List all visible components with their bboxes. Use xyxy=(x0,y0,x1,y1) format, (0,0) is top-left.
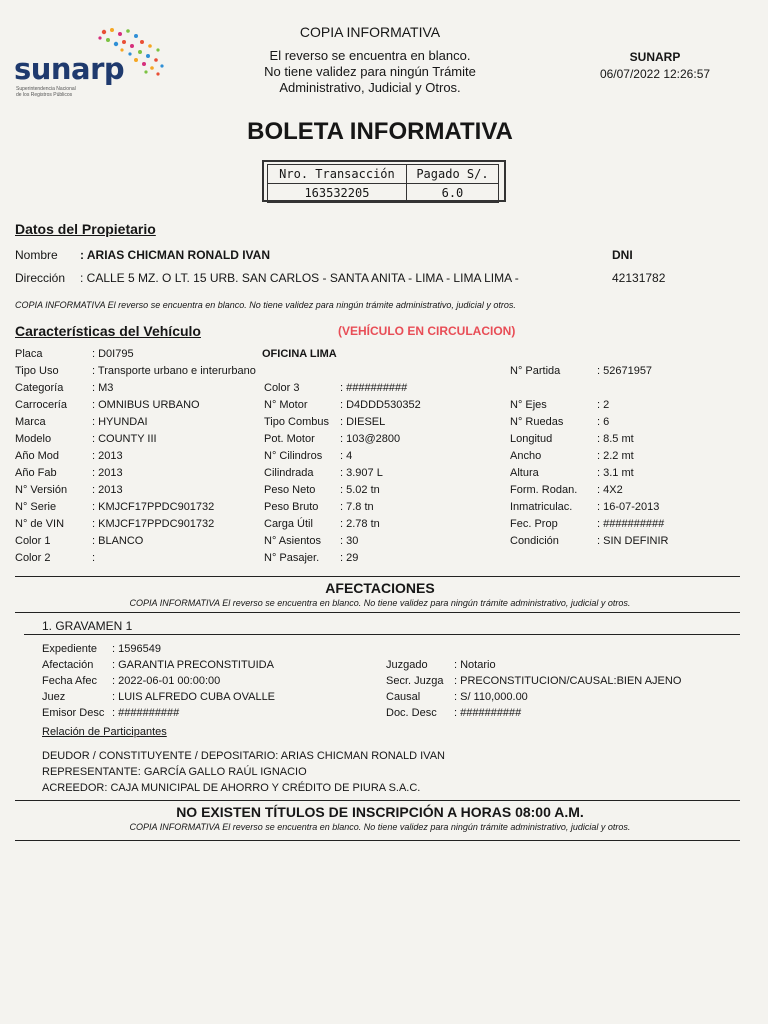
vehicle-c1-value-5: : COUNTY III xyxy=(92,433,157,445)
relacion-participantes: Relación de Participantes xyxy=(42,726,167,738)
vehicle-c3-value-7: : 16-07-2013 xyxy=(597,501,660,513)
owner-dni-label: DNI xyxy=(612,248,633,262)
disclaimer-note-3: COPIA INFORMATIVA El reverso se encuentra en blanco. No tiene validez para ningún trámite administrativo, judicial y otros. xyxy=(129,822,631,832)
vehicle-c1-label-6: Año Mod xyxy=(15,450,60,462)
vehicle-c3-value-3: : 8.5 mt xyxy=(597,433,634,445)
afect-left-label-3: Juez xyxy=(42,691,66,703)
vehicle-c2-label-7: Peso Bruto xyxy=(264,501,319,513)
disclaimer-note-1: COPIA INFORMATIVA El reverso se encuentra en blanco. No tiene validez para ningún trámite administrativo, judicial y otros. xyxy=(15,300,516,310)
vehicle-c2-value-5: : 3.907 L xyxy=(340,467,383,479)
header-right-title: SUNARP xyxy=(629,50,681,64)
afect-left-value-3: : LUIS ALFREDO CUBA OVALLE xyxy=(112,691,276,703)
vehicle-c1-label-7: Año Fab xyxy=(15,467,57,479)
vehicle-c2-label-9: N° Asientos xyxy=(264,535,321,547)
vehicle-c2-value-0: : ########## xyxy=(340,382,408,394)
vehicle-c2-value-4: : 4 xyxy=(340,450,353,462)
divider-footer-top xyxy=(15,800,740,801)
afect-left-value-2: : 2022-06-01 00:00:00 xyxy=(112,675,221,687)
transaction-header-number: Nro. Transacción xyxy=(268,165,407,184)
vehicle-section-title: Características del Vehículo xyxy=(15,323,201,339)
vehicle-c1-value-0: : D0I795 xyxy=(92,348,134,360)
vehicle-c2-label-4: N° Cilindros xyxy=(264,450,323,462)
vehicle-c1-label-5: Modelo xyxy=(15,433,52,445)
vehicle-c1-label-11: Color 1 xyxy=(15,535,51,547)
afect-left-label-0: Expediente xyxy=(42,643,98,655)
header-line-3: Administrativo, Judicial y Otros. xyxy=(279,80,461,95)
vehicle-c1-label-9: N° Serie xyxy=(15,501,57,513)
owner-name-label: Nombre xyxy=(15,248,58,262)
vehicle-c3-label-6: Form. Rodan. xyxy=(510,484,578,496)
transaction-number: 163532205 xyxy=(268,184,407,203)
vehicle-c2-label-0: Color 3 xyxy=(264,382,300,394)
afect-left-value-1: : GARANTIA PRECONSTITUIDA xyxy=(112,659,274,671)
vehicle-c1-value-10: : KMJCF17PPDC901732 xyxy=(92,518,215,530)
vehicle-c1-label-0: Placa xyxy=(15,348,43,360)
vehicle-c2-label-6: Peso Neto xyxy=(264,484,316,496)
vehicle-c2-label-2: Tipo Combus xyxy=(264,416,330,428)
vehicle-c2-value-7: : 7.8 tn xyxy=(340,501,374,513)
logo-subtitle-2: de los Registros Públicos xyxy=(16,92,73,98)
afect-left-value-4: : ########## xyxy=(112,707,180,719)
afect-right-label-2: Causal xyxy=(386,691,421,703)
vehicle-c2-label-1: N° Motor xyxy=(264,399,308,411)
vehicle-c1-value-1: : Transporte urbano e interurbano xyxy=(92,365,256,377)
footer-title: NO EXISTEN TÍTULOS DE INSCRIPCIÓN A HORAS 08:00 A.M. xyxy=(176,804,584,820)
vehicle-c3-label-9: Condición xyxy=(510,535,559,547)
participant-deudor: DEUDOR / CONSTITUYENTE / DEPOSITARIO: ARIAS CHICMAN RONALD IVAN xyxy=(42,750,445,762)
owner-address-value: : CALLE 5 MZ. O LT. 15 URB. SAN CARLOS - SANTA ANITA - LIMA - LIMA LIMA - xyxy=(80,271,519,285)
vehicle-c1-label-1: Tipo Uso xyxy=(15,365,59,377)
vehicle-c2-value-9: : 30 xyxy=(340,535,359,547)
disclaimer-note-2: COPIA INFORMATIVA El reverso se encuentra en blanco. No tiene validez para ningún trámite administrativo, judicial y otros. xyxy=(129,598,631,608)
logo-subtitle-1: Superintendencia Nacional xyxy=(16,86,76,92)
vehicle-c1-label-8: N° Versión xyxy=(15,484,68,496)
sunarp-logo xyxy=(12,22,172,102)
vehicle-c2-label-5: Cilindrada xyxy=(264,467,314,479)
vehicle-c1-value-12: : xyxy=(92,552,96,564)
divider-afectaciones-top xyxy=(15,576,740,577)
header-copia: COPIA INFORMATIVA xyxy=(299,24,441,40)
divider-afectaciones-bottom xyxy=(15,612,740,613)
vehicle-c1-label-3: Carrocería xyxy=(15,399,67,411)
header-line-1: El reverso se encuentra en blanco. xyxy=(269,48,471,63)
afect-right-value-1: : PRECONSTITUCION/CAUSAL:BIEN AJENO xyxy=(454,675,682,687)
vehicle-c3-value-4: : 2.2 mt xyxy=(597,450,634,462)
vehicle-c2-label-10: N° Pasajer. xyxy=(264,552,320,564)
oficina-label: OFICINA LIMA xyxy=(262,348,337,360)
vehicle-c2-value-3: : 103@2800 xyxy=(340,433,401,445)
afect-left-label-1: Afectación xyxy=(42,659,94,671)
afect-right-value-0: : Notario xyxy=(454,659,496,671)
afect-right-label-1: Secr. Juzga xyxy=(386,675,444,687)
vehicle-c1-value-8: : 2013 xyxy=(92,484,123,496)
owner-address-label: Dirección xyxy=(15,271,66,285)
vehicle-c1-value-11: : BLANCO xyxy=(92,535,144,547)
divider-footer-bottom xyxy=(15,840,740,841)
afect-left-label-4: Emisor Desc xyxy=(42,707,105,719)
vehicle-c3-value-2: : 6 xyxy=(597,416,610,428)
vehicle-c1-value-4: : HYUNDAI xyxy=(92,416,148,428)
vehicle-c1-label-10: N° de VIN xyxy=(15,518,65,530)
vehicle-c3-value-1: : 2 xyxy=(597,399,610,411)
transaction-box xyxy=(262,160,506,202)
vehicle-c1-label-4: Marca xyxy=(15,416,46,428)
afect-right-label-3: Doc. Desc xyxy=(386,707,437,719)
owner-dni-value: 42131782 xyxy=(612,271,666,285)
afect-left-value-0: : 1596549 xyxy=(112,643,161,655)
vehicle-c1-label-12: Color 2 xyxy=(15,552,51,564)
transaction-table xyxy=(267,164,499,203)
vehicle-c1-value-2: : M3 xyxy=(92,382,114,394)
vehicle-c1-value-7: : 2013 xyxy=(92,467,123,479)
vehicle-c1-value-3: : OMNIBUS URBANO xyxy=(92,399,200,411)
vehicle-c1-value-9: : KMJCF17PPDC901732 xyxy=(92,501,215,513)
afectaciones-title: AFECTACIONES xyxy=(325,580,435,596)
vehicle-c2-value-8: : 2.78 tn xyxy=(340,518,380,530)
participant-acreedor: ACREEDOR: CAJA MUNICIPAL DE AHORRO Y CRÉDITO DE PIURA S.A.C. xyxy=(42,782,421,794)
vehicle-c3-label-7: Inmatriculac. xyxy=(510,501,573,513)
vehicle-c3-label-8: Fec. Prop xyxy=(510,518,558,530)
afect-right-value-2: : S/ 110,000.00 xyxy=(454,691,528,703)
afect-right-value-3: : ########## xyxy=(454,707,522,719)
vehicle-c1-value-6: : 2013 xyxy=(92,450,123,462)
vehicle-c3-label-0: N° Partida xyxy=(510,365,561,377)
vehicle-c3-label-4: Ancho xyxy=(510,450,542,462)
vehicle-c2-value-1: : D4DDD530352 xyxy=(340,399,421,411)
owner-name-value: : ARIAS CHICMAN RONALD IVAN xyxy=(80,248,270,262)
owner-section-title: Datos del Propietario xyxy=(15,221,156,237)
header-right-date: 06/07/2022 12:26:57 xyxy=(599,67,711,81)
vehicle-c1-label-2: Categoría xyxy=(15,382,64,394)
vehicle-status: (VEHÍCULO EN CIRCULACION) xyxy=(338,324,516,338)
vehicle-c3-value-8: : ########## xyxy=(597,518,665,530)
vehicle-c3-value-9: : SIN DEFINIR xyxy=(597,535,669,547)
gravamen-title: 1. GRAVAMEN 1 xyxy=(42,619,133,633)
vehicle-c2-value-10: : 29 xyxy=(340,552,359,564)
vehicle-c3-value-0: : 52671957 xyxy=(597,365,653,377)
vehicle-c3-value-5: : 3.1 mt xyxy=(597,467,634,479)
vehicle-c2-label-8: Carga Útil xyxy=(264,518,313,530)
logo-wordmark: sunarp xyxy=(14,52,125,86)
afect-right-label-0: Juzgado xyxy=(386,659,428,671)
afect-left-label-2: Fecha Afec xyxy=(42,675,98,687)
vehicle-c3-label-1: N° Ejes xyxy=(510,399,547,411)
vehicle-c3-label-2: N° Ruedas xyxy=(510,416,564,428)
page-title: BOLETA INFORMATIVA xyxy=(247,118,513,145)
vehicle-c3-label-3: Longitud xyxy=(510,433,553,445)
header-line-2: No tiene validez para ningún Trámite xyxy=(264,64,476,79)
vehicle-c2-value-2: : DIESEL xyxy=(340,416,386,428)
vehicle-c2-label-3: Pot. Motor xyxy=(264,433,315,445)
vehicle-c3-label-5: Altura xyxy=(510,467,539,479)
transaction-paid: 6.0 xyxy=(406,184,498,203)
transaction-header-paid: Pagado S/. xyxy=(406,165,498,184)
vehicle-c2-value-6: : 5.02 tn xyxy=(340,484,380,496)
participant-representante: REPRESENTANTE: GARCÍA GALLO RAÚL IGNACIO xyxy=(42,766,307,778)
vehicle-c3-value-6: : 4X2 xyxy=(597,484,623,496)
